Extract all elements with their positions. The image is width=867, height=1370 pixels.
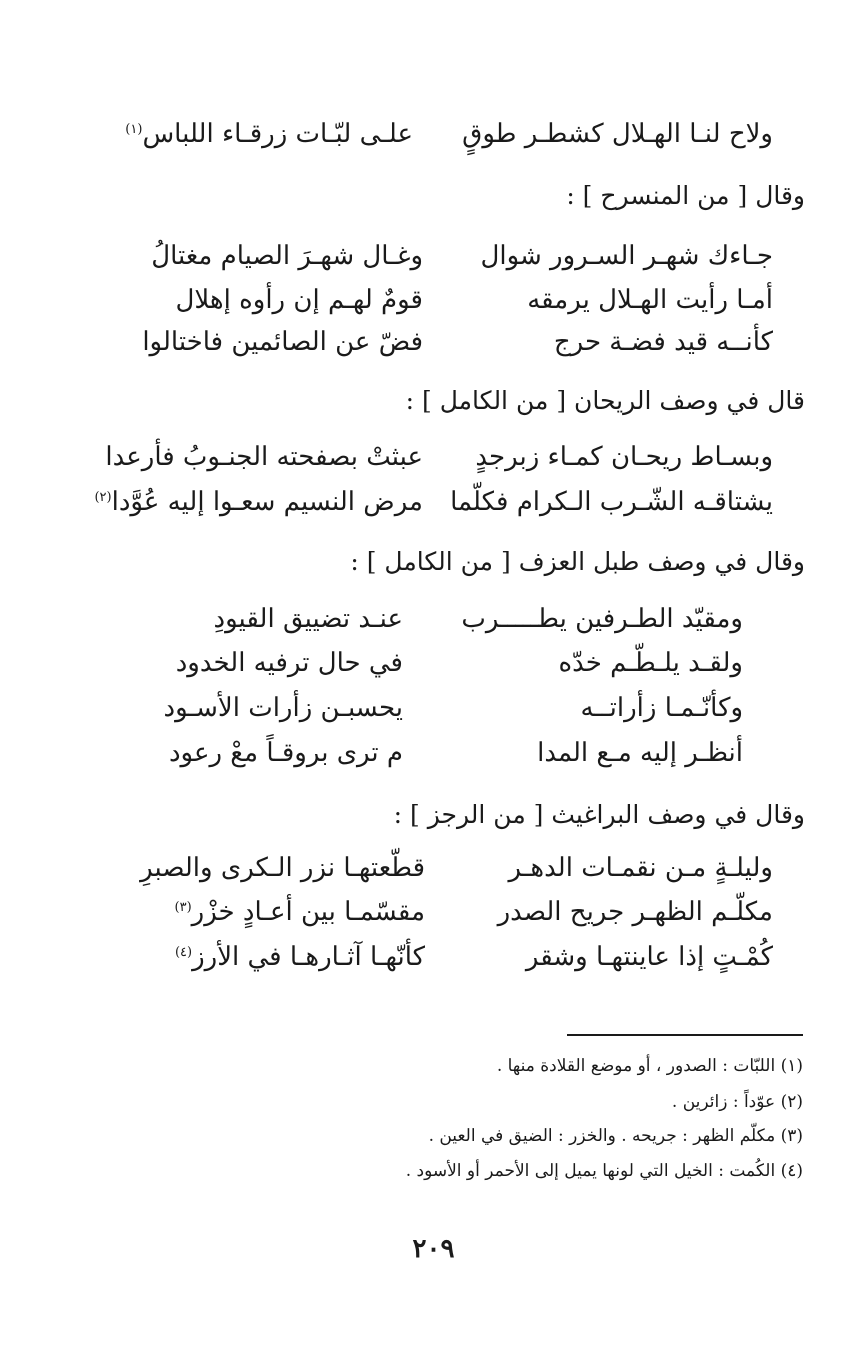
verse-hemistich-first: ولقـد يلـطّـم خدّه [558, 648, 743, 678]
poem-intro: وقال [ من المنسرح ] : [566, 181, 805, 210]
verse-hemistich-second: قومٌ لهـم إن رأوه إهلال [175, 285, 423, 315]
footnote-ref: (١) [125, 122, 143, 137]
footnote: (٢) عوّداً : زائرين . [671, 1092, 803, 1112]
verse-hemistich-second: في حال ترفيه الخدود [175, 648, 403, 678]
footnote-ref: (٣) [174, 900, 192, 915]
verse-hemistich-first: ومقيّد الطـرفين يطـــــرب [461, 604, 743, 634]
verse-hemistich-second: عنـد تضييق القيودِ [213, 604, 403, 634]
verse-hemistich-second: عبثتْ بصفحته الجنـوبُ فأرعدا [105, 442, 423, 472]
poem-intro: وقال في وصف طبل العزف [ من الكامل ] : [350, 547, 805, 576]
verse-hemistich-first: وكأنّـمـا زأراتــه [580, 693, 743, 723]
verse-hemistich-second: م ترى بروقـاً معْ رعود [168, 738, 403, 768]
footnote-separator [567, 1034, 803, 1036]
verse-hemistich-second: كأنّهـا آثـارهـا في الأرز$^{(٤)}$ [174, 942, 425, 972]
verse-hemistich-second: مقسّمـا بين أعـادٍ خزْر$^{(٣)}$ [174, 897, 425, 927]
footnote: (١) اللبّات : الصدور ، أو موضع القلادة منها . [496, 1056, 803, 1076]
verse-hemistich-second: وغـال شهـرَ الصيام مغتالُ [151, 241, 423, 271]
verse-hemistich-second: يحسبـن زأرات الأسـود [163, 693, 403, 723]
verse-hemistich-second: علـى لبّـات زرقـاء اللباس$^{(١)}$ [125, 119, 413, 149]
verse-hemistich-first: ولاح لنـا الهـلال كشطـر طوقٍ [462, 119, 773, 149]
verse-hemistich-second: قطّعتهـا نزر الـكرى والصبرِ [140, 853, 425, 883]
footnote-ref: (٤) [174, 945, 193, 960]
verse-hemistich-first: وبسـاط ريحـان كمـاء زبرجدٍ [475, 442, 773, 472]
verse-hemistich-first: وليلـةٍ مـن نقمـات الدهـر [508, 853, 773, 883]
verse-hemistich-second: فضّ عن الصائمين فاختالوا [142, 327, 423, 357]
verse-hemistich-first: أنظـر إليه مـع المدا [537, 738, 743, 768]
verse-hemistich-second: مرض النسيم سعـوا إليه عُوَّدا$^{(٢)}$ [94, 487, 423, 517]
verse-hemistich-first: كأنــه قيد فضـة حرج [553, 327, 773, 357]
footnote: (٣) مكلّم الظهر : جريحه . والخزر : الضيق في العين . [428, 1126, 803, 1146]
footnote-ref: (٢) [94, 490, 112, 505]
verse-hemistich-first: أمـا رأيت الهـلال يرمقه [527, 285, 773, 315]
poem-intro: وقال في وصف البراغيث [ من الرجز ] : [393, 800, 805, 829]
page-number: ٢٠٩ [412, 1234, 455, 1264]
verse-hemistich-first: مكلّـم الظهـر جريح الصدر [497, 897, 773, 927]
verse-hemistich-first: جـاءك شهـر السـرور شوال [480, 241, 773, 271]
verse-hemistich-first: يشتاقـه الشّـرب الـكرام فكلّما [450, 487, 773, 517]
footnote: (٤) الكُمت : الخيل التي لونها يميل إلى الأحمر أو الأسود . [405, 1161, 803, 1181]
poem-intro: قال في وصف الريحان [ من الكامل ] : [405, 386, 805, 415]
verse-hemistich-first: كُمْـتٍ إذا عاينتهـا وشقر [525, 942, 773, 972]
